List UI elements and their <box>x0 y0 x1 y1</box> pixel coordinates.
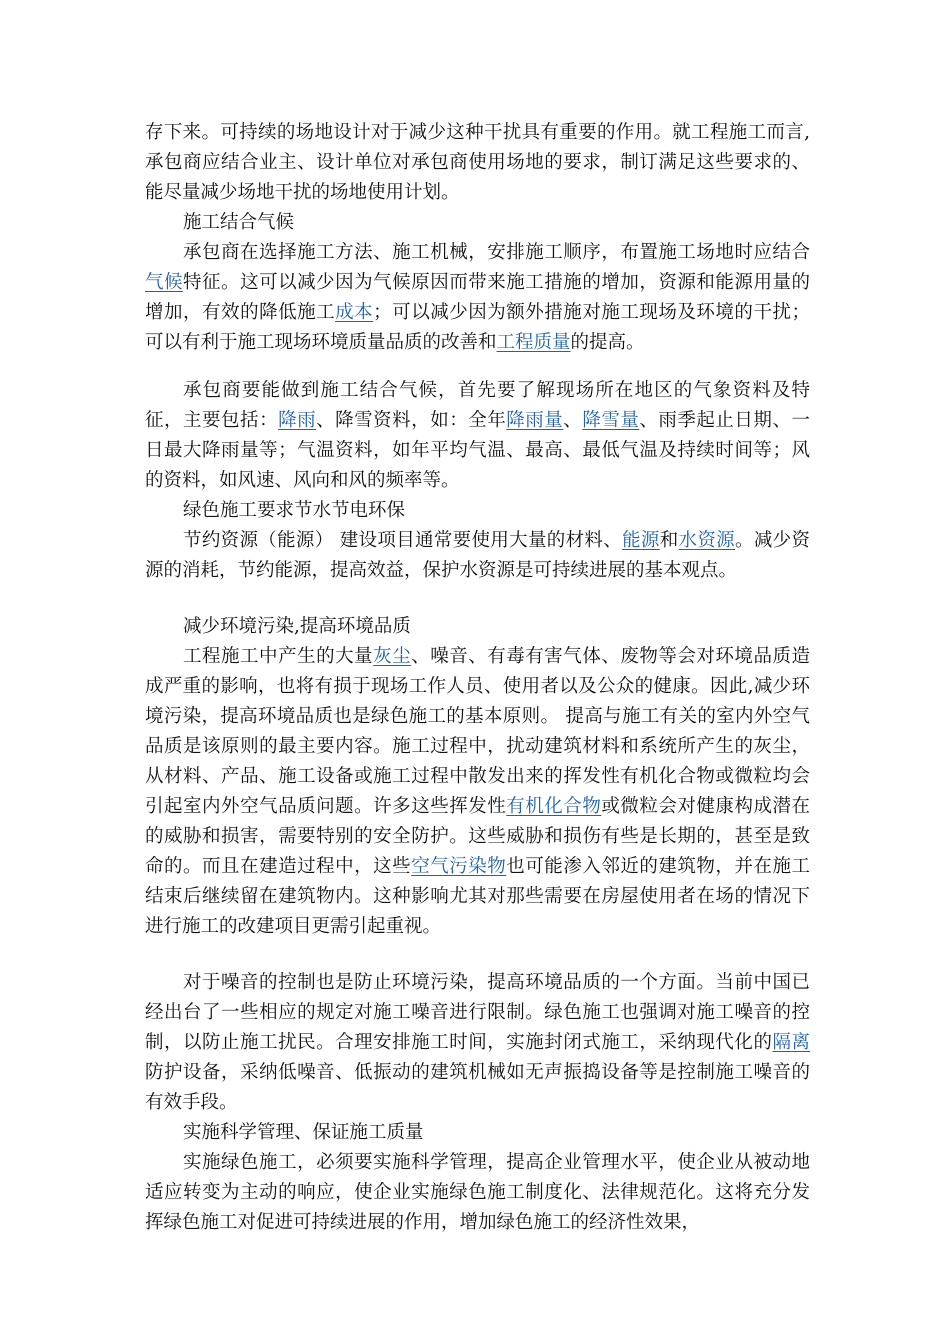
body-paragraph <box>145 968 810 1118</box>
paragraph-text: 承包商要能做到施工结合气候，首先要了解现场所在地区的气象资料及特征，主要包括： <box>145 380 810 431</box>
paragraph-text: 节约资源（能源） 建设项目通常要使用大量的材料、 <box>183 530 623 551</box>
paragraph-text: 工程施工中产生的大量 <box>183 646 374 667</box>
glossary-link[interactable]: 能源 <box>622 530 660 551</box>
glossary-link[interactable]: 隔离 <box>772 1032 810 1053</box>
glossary-link[interactable]: 降雨 <box>278 410 317 431</box>
body-paragraph <box>145 238 810 358</box>
paragraph-text: 。减少资源的消耗，节约能源，提高效益，保护水资源是可持续进展的基本观点。 <box>145 530 810 581</box>
paragraph-text: 、雨季起止日期、一日最大降雨量等；气温资料，如年平均气温、最高、最低气温及持续时间等；风的资料，如风速、风向和风的频率等。 <box>145 410 810 491</box>
body-paragraph <box>145 376 810 496</box>
paragraph-text: 特征。这可以减少因为气候原因而带来施工措施的增加，资源和能源用量的增加，有效的降低施工 <box>145 272 810 323</box>
glossary-link[interactable]: 水资源 <box>678 530 735 551</box>
document-page <box>145 118 810 1238</box>
paragraph-text: 对于噪音的控制也是防止环境污染，提高环境品质的一个方面。当前中国已经出台了一些相应的规定对施工噪音进行限制。绿色施工也强调对施工噪音的控制，以防止施工扰民。合理安排施工时间，实施封闭式施工，采纳现代化的 <box>145 972 810 1053</box>
glossary-link[interactable]: 工程质量 <box>496 332 571 353</box>
paragraph-text: 存下来。可持续的场地设计对于减少这种干扰具有重要的作用。就工程施工而言,承包商应结合业主、设计单位对承包商使用场地的要求，制订满足这些要求的、能尽量减少场地干扰的场地使用计划。 <box>145 122 810 203</box>
paragraph-text: 实施绿色施工，必须要实施科学管理，提高企业管理水平，使企业从被动地适应转变为主动的响应，使企业实施绿色施工制度化、法律规范化。这将充分发挥绿色施工对促进可持续进展的作用，增加绿色施工的经济性效果， <box>145 1152 810 1233</box>
paragraph-text: 、噪音、有毒有害气体、废物等会对环境品质造成严重的影响，也将有损于现场工作人员、使用者以及公众的健康。因此,减少环境污染，提高环境品质也是绿色施工的基本原则。 提高与施工有关的室内外空气品质是该原则的最主要内容。施工过程中，扰动建筑材料和系统所产生的灰尘，从材料、产品、施工设备或施工过程中散发出来的挥发性有机化合物或微粒均会引起室内外空气品质问题。许多这些挥发性 <box>145 646 810 817</box>
paragraph-text: ；可以减少因为额外措施对施工现场及环境的干扰；可以有利于施工现场环境质量品质的改善和 <box>145 302 810 353</box>
section-heading: 绿色施工要求节水节电环保 <box>183 500 406 521</box>
body-paragraph <box>145 1148 810 1238</box>
glossary-link[interactable]: 灰尘 <box>373 646 412 667</box>
paragraph-text: 、降雪资料，如：全年 <box>316 410 507 431</box>
glossary-link[interactable]: 空气污染物 <box>411 856 507 877</box>
section-heading: 施工结合气候 <box>183 212 295 233</box>
paragraph-text: 或微粒会对健康构成潜在的威胁和损害，需要特别的安全防护。这些威胁和损伤有些是长期的，甚至是致命的。而且在建造过程中，这些 <box>145 796 810 877</box>
paragraph-text: 和 <box>659 530 679 551</box>
paragraph-text: 承包商在选择施工方法、施工机械，安排施工顺序，布置施工场地时应结合 <box>183 242 810 263</box>
glossary-link[interactable]: 气候 <box>145 272 184 293</box>
glossary-link[interactable]: 有机化合物 <box>506 796 602 817</box>
paragraph-text: 的提高。 <box>570 332 645 353</box>
paragraph-text: 、 <box>563 410 583 431</box>
glossary-link[interactable]: 降雨量 <box>506 410 564 431</box>
body-paragraph <box>145 642 810 942</box>
paragraph-text: 防护设备，采纳低噪音、低振动的建筑机械如无声振捣设备等是控制施工噪音的有效手段。 <box>145 1062 810 1113</box>
paragraph-spacer <box>145 942 810 968</box>
glossary-link[interactable]: 成本 <box>335 302 374 323</box>
section-heading: 减少环境污染,提高环境品质 <box>183 616 411 637</box>
body-paragraph <box>145 526 810 586</box>
paragraph-text: 也可能渗入邻近的建筑物，并在施工结束后继续留在建筑物内。这种影响尤其对那些需要在房屋使用者在场的情况下进行施工的改建项目更需引起重视。 <box>145 856 810 937</box>
body-paragraph <box>145 118 810 208</box>
paragraph-spacer <box>145 586 810 612</box>
glossary-link[interactable]: 降雪量 <box>582 410 640 431</box>
paragraph-spacer <box>145 358 810 376</box>
section-heading: 实施科学管理、保证施工质量 <box>183 1122 424 1143</box>
